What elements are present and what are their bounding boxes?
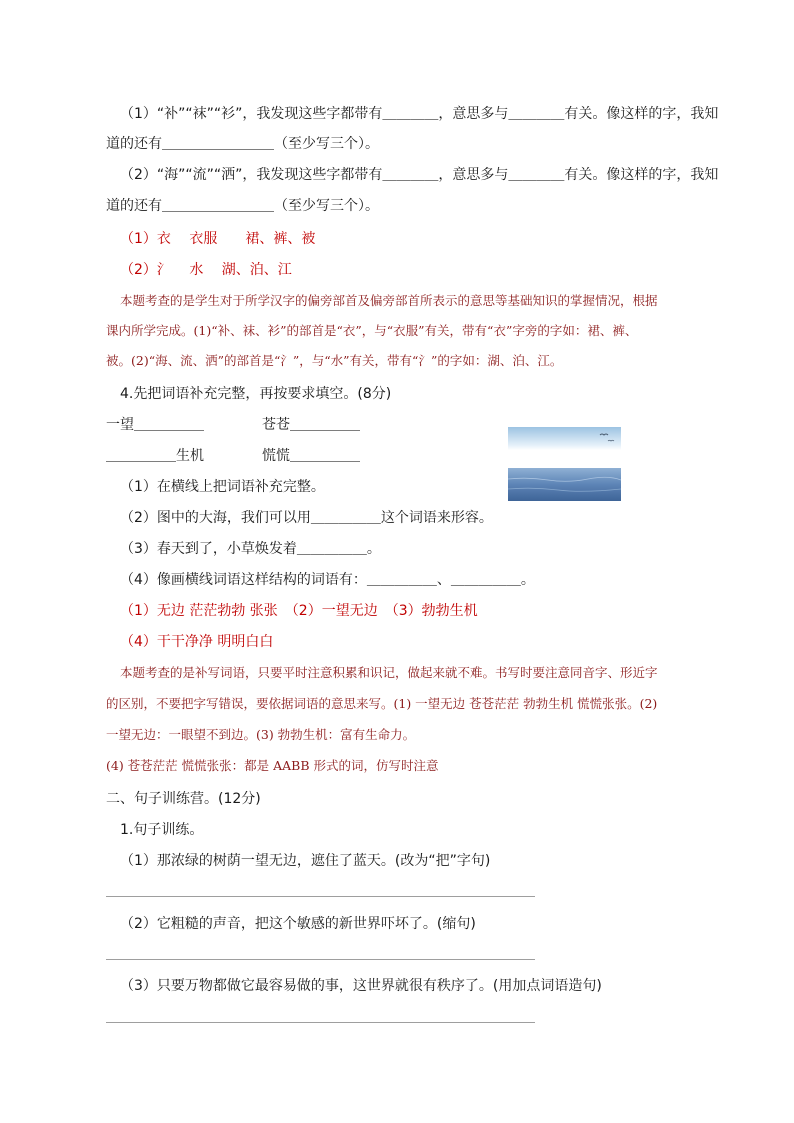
- q3-answer-1: （1）衣 衣服 裙、裤、被: [120, 231, 316, 247]
- sea-picture: [508, 427, 621, 501]
- section2-q1-title: 1.句子训练。: [120, 822, 204, 838]
- answer-line-1[interactable]: ＿＿＿＿＿＿＿＿＿＿＿＿＿＿＿＿＿＿＿＿＿＿＿＿＿＿＿＿＿＿＿＿＿＿＿＿＿＿＿: [106, 885, 535, 898]
- q4-answer-2: （4）干干净净 明明白白: [120, 634, 274, 650]
- answer-line-2[interactable]: ＿＿＿＿＿＿＿＿＿＿＿＿＿＿＿＿＿＿＿＿＿＿＿＿＿＿＿＿＿＿＿＿＿＿＿＿＿＿＿: [106, 948, 535, 961]
- q3-answer-2: （2）氵 水 湖、泊、江: [120, 262, 292, 278]
- q3-part1-line2: 道的还有＿＿＿＿＿＿＿＿（至少写三个）。: [106, 136, 379, 152]
- sentence-2: （2）它粗糙的声音，把这个敏感的新世界吓坏了。(缩句): [120, 916, 476, 932]
- q4-answer-1: （1）无边 茫茫勃勃 张张 （2）一望无边 （3）勃勃生机: [120, 603, 478, 619]
- q3-analysis-line2: 课内所学完成。(1)“补、袜、衫”的部首是“衣”，与“衣服”有关，带有“衣”字旁的字如：裙、裤、: [106, 323, 638, 338]
- q4-word-2: 苍苍＿＿＿＿＿: [262, 417, 360, 433]
- q4-sub-2: （2）图中的大海，我们可以用＿＿＿＿＿这个词语来形容。: [120, 510, 493, 526]
- q4-analysis-line4: (4) 苍苍茫茫 慌慌张张：都是 AABB 形式的词，仿写时注意: [106, 758, 439, 773]
- section2-title: 二、句子训练营。(12分): [106, 791, 261, 807]
- q4-word-1: 一望＿＿＿＿＿: [106, 417, 204, 433]
- q4-analysis-line2: 的区别，不要把字写错误，要依据词语的意思来写。(1) 一望无边 苍苍茫茫 勃勃生机 慌慌张张。(2): [106, 696, 658, 711]
- q4-sub-4: （4）像画横线词语这样结构的词语有：＿＿＿＿＿、＿＿＿＿＿。: [120, 572, 535, 588]
- q3-part2-line2: 道的还有＿＿＿＿＿＿＿＿（至少写三个）。: [106, 198, 379, 214]
- q4-word-3: ＿＿＿＿＿生机: [106, 448, 204, 464]
- sentence-3: （3）只要万物都做它最容易做的事，这世界就很有秩序了。(用加点词语造句): [120, 978, 602, 994]
- q3-part2-line1: （2）“海”“流”“洒”，我发现这些字都带有＿＿＿＿，意思多与＿＿＿＿有关。像这样的字，我知: [120, 167, 719, 183]
- answer-line-3[interactable]: ＿＿＿＿＿＿＿＿＿＿＿＿＿＿＿＿＿＿＿＿＿＿＿＿＿＿＿＿＿＿＿＿＿＿＿＿＿＿＿: [106, 1011, 535, 1024]
- sentence-1: （1）那浓绿的树荫一望无边，遮住了蓝天。(改为“把”字句): [120, 853, 491, 869]
- q3-analysis-line1: 本题考查的是学生对于所学汉字的偏旁部首及偏旁部首所表示的意思等基础知识的掌握情况，根据: [120, 293, 658, 308]
- q3-analysis-line3: 被。(2)“海、流、洒”的部首是“氵”，与“水”有关，带有“氵”的字如：湖、泊、江。: [106, 353, 563, 368]
- sea-image-icon: [508, 427, 621, 501]
- q4-sub-3: （3）春天到了，小草焕发着＿＿＿＿＿。: [120, 541, 381, 557]
- q3-part1-line1: （1）“补”“袜”“衫”，我发现这些字都带有＿＿＿＿，意思多与＿＿＿＿有关。像这样的字，我知: [120, 106, 719, 122]
- q4-title: 4.先把词语补充完整，再按要求填空。(8分): [120, 386, 392, 402]
- q4-word-4: 慌慌＿＿＿＿＿: [262, 448, 360, 464]
- q4-sub-1: （1）在横线上把词语补充完整。: [120, 479, 325, 495]
- q4-analysis-line3: 一望无边：一眼望不到边。(3) 勃勃生机：富有生命力。: [106, 727, 416, 742]
- q4-analysis-line1: 本题考查的是补写词语，只要平时注意积累和识记，做起来就不难。书写时要注意同音字、形近字: [120, 665, 658, 680]
